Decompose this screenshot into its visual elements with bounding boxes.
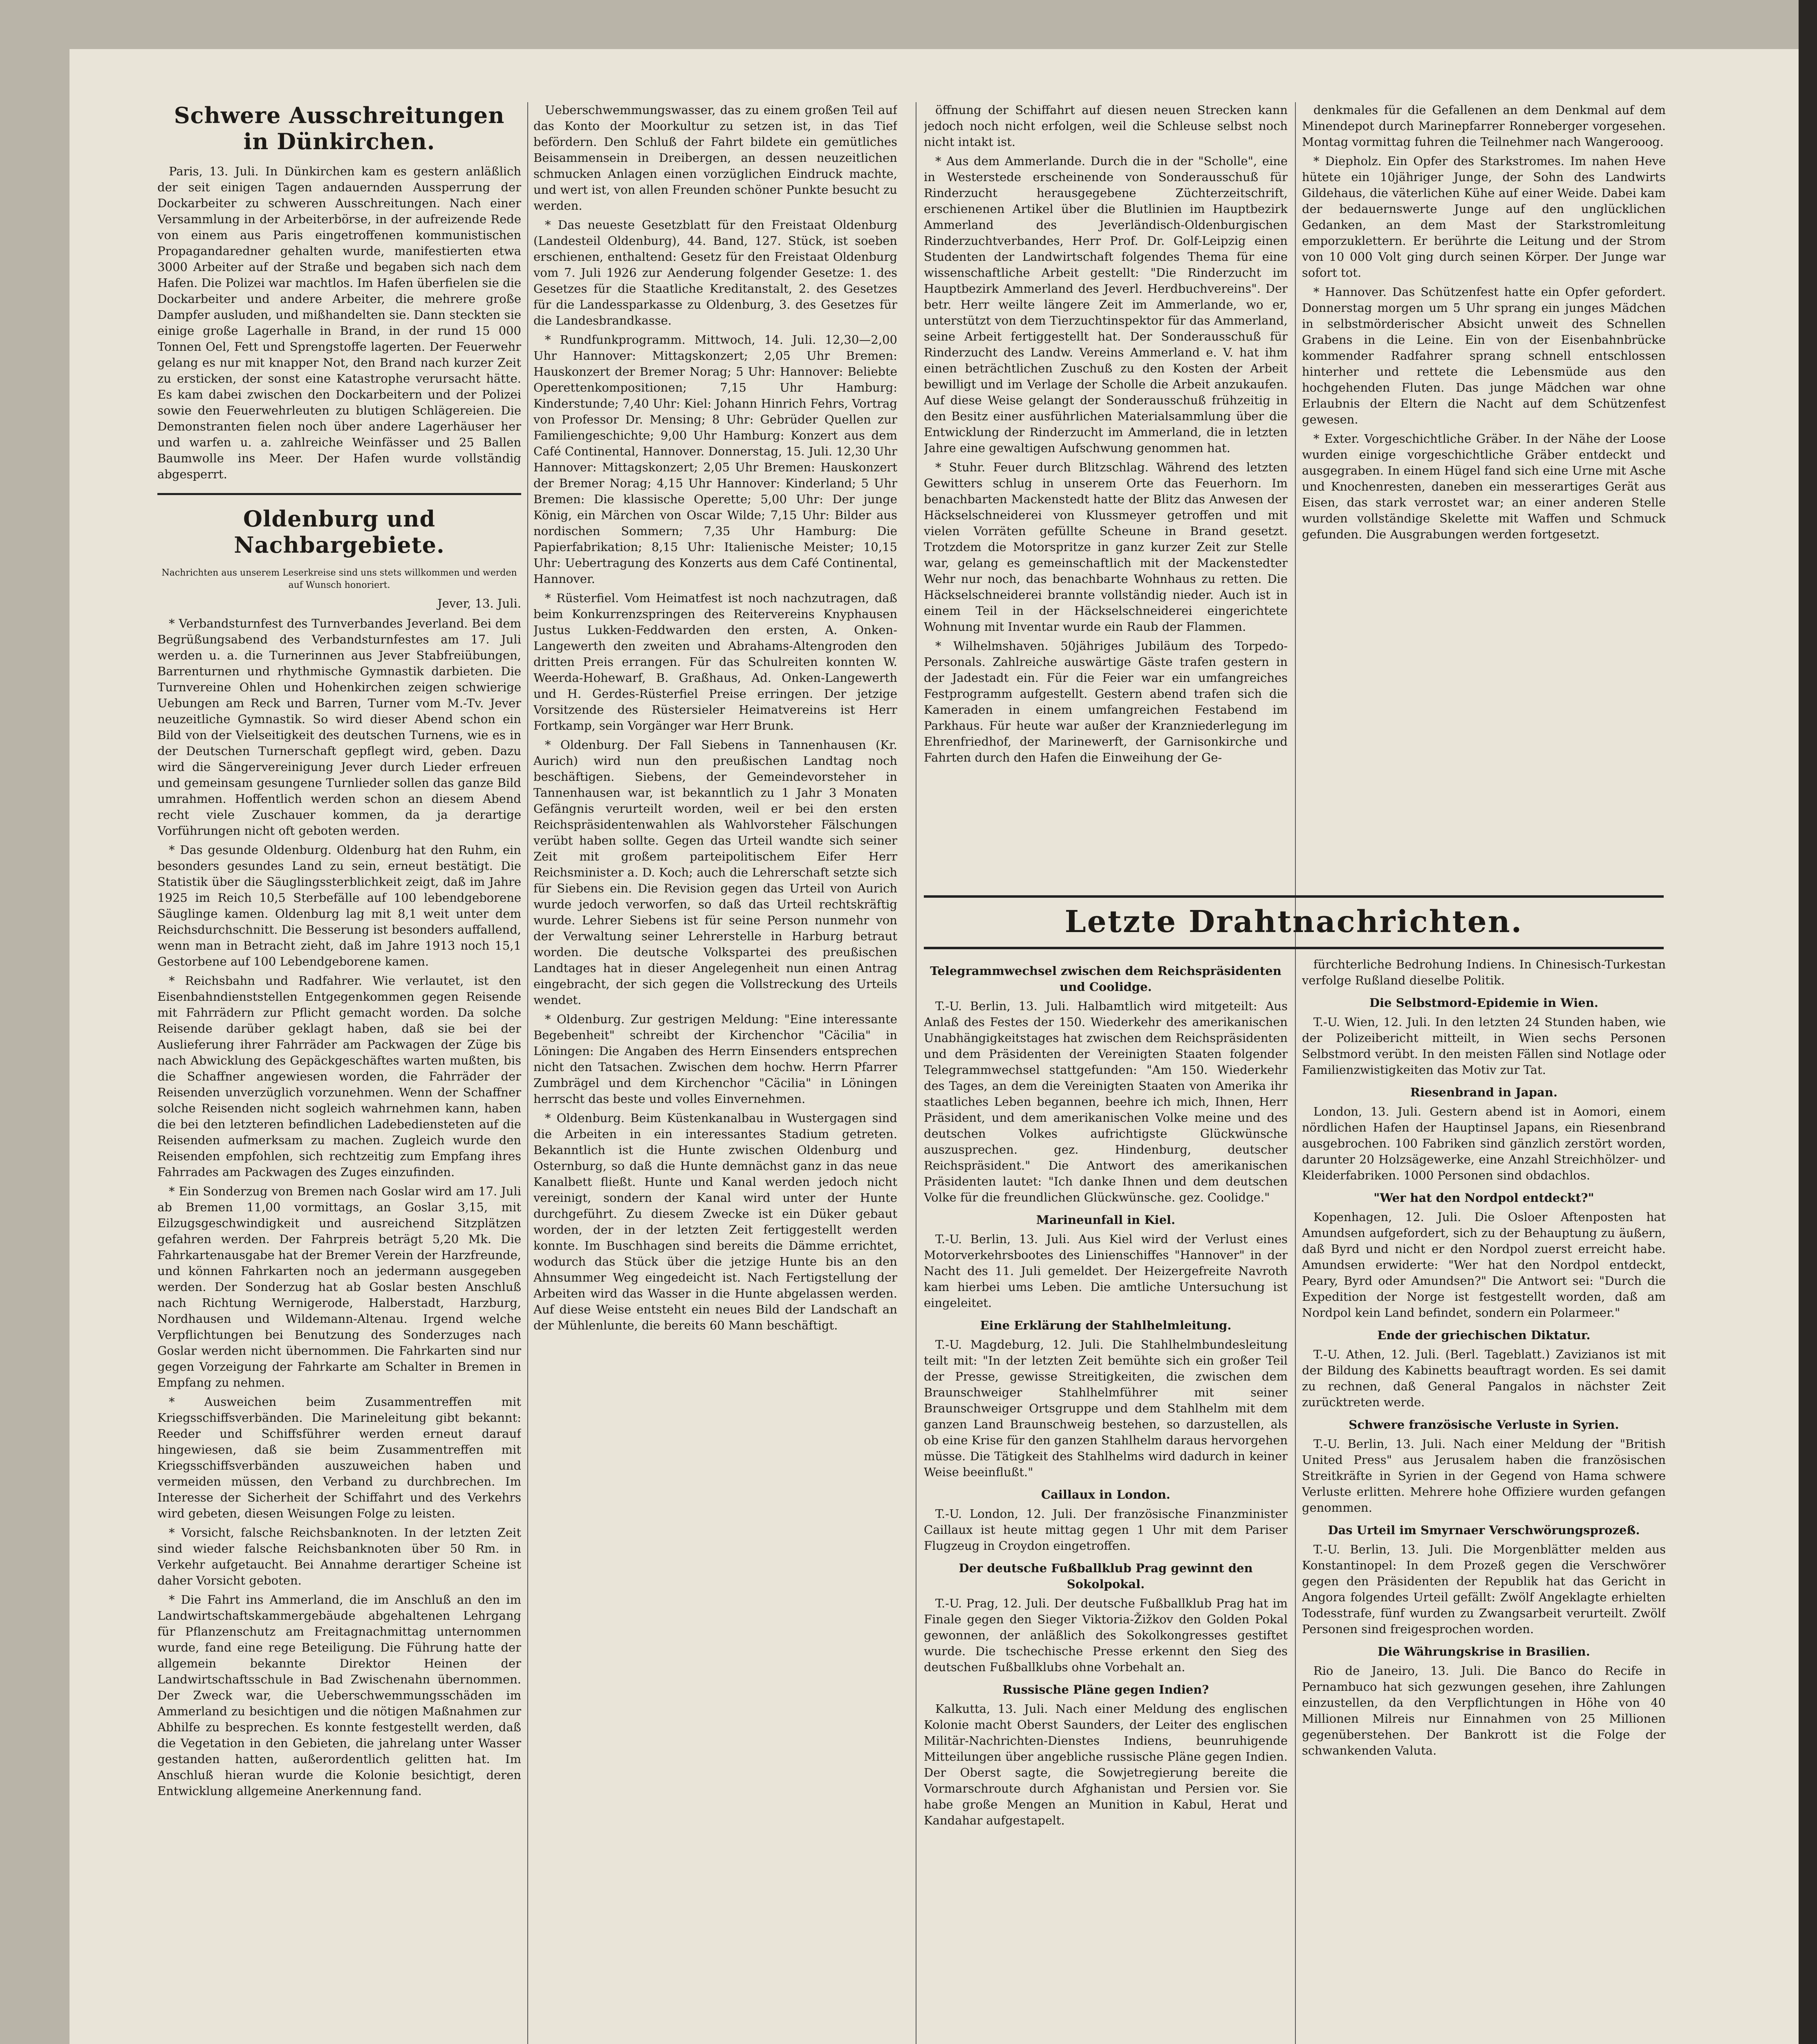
article-paragraph: * Exter. Vorgeschichtliche Gräber. In der Nähe der Loose wurden einige vorgeschichtliche Gräber entdeckt und ausgegraben. In einem Hügel fand sich eine Urne mit Asche und Knochenresten, daneben ein messerartiges Gerät aus Eisen, das stark verrostet war; an einer anderen Stelle wurden vollständige Skelette mit Waffen und Schmuck gefunden. Die Ausgrabungen werden fortgesetzt. bbox=[1302, 432, 1666, 541]
banner-title: Letzte Drahtnachrichten. bbox=[1064, 904, 1523, 939]
article-paragraph: T.-U. Berlin, 13. Juli. Die Morgenblätter melden aus Konstantinopel: In dem Prozeß gegen die Verschwörer gegen den Präsidenten der Republik hat das Gericht in Angora folgendes Urteil gefällt: Zwölf Angeklagte erhielten Todesstrafe, fünf wurden zu Zwangsarbeit verurteilt. Zwölf Personen sind freigesprochen worden. bbox=[1302, 1542, 1666, 1636]
subheading: Die Selbstmord-Epidemie in Wien. bbox=[1369, 996, 1599, 1010]
scan-edge bbox=[1799, 0, 1817, 2044]
left-column bbox=[157, 102, 521, 2044]
subheading: Schwere französische Verluste in Syrien. bbox=[1349, 1418, 1619, 1432]
article-paragraph: Rio de Janeiro, 13. Juli. Die Banco do Recife in Pernambuco hat sich gezwungen gesehen, ihre Zahlungen einzustellen, da den Verpflichtungen in Höhe von 40 Millionen Milreis nur Einnahmen von 25 Millionen gegenüberstehen. Der Bankrott ist die Folge der schwankenden Valuta. bbox=[1302, 1664, 1666, 1757]
subheading: Ende der griechischen Diktatur. bbox=[1377, 1328, 1591, 1342]
subheading: Eine Erklärung der Stahlhelmleitung. bbox=[980, 1318, 1232, 1332]
fourth-column-lower bbox=[1302, 957, 1666, 2044]
article-paragraph: öffnung der Schiffahrt auf diesen neuen Strecken kann jedoch noch nicht erfolgen, weil die Schleuse selbst noch nicht intakt ist. bbox=[924, 103, 1288, 149]
subheading: Telegrammwechsel zwischen dem Reichspräsidenten und Coolidge. bbox=[930, 964, 1282, 994]
article-paragraph: Paris, 13. Juli. In Dünkirchen kam es gestern anläßlich der seit einigen Tagen andauernden Aussperrung der Dockarbeiter zu schweren Ausschreitungen. Nach einer Versammlung in der Arbeiterbörse, in der aufreizende Rede von einem aus Paris eingetroffenen kommunistischen Propagandaredner gehalten wurde, manifestierten etwa 3000 Arbeiter auf der Straße und begaben sich nach dem Hafen. Die Polizei war machtlos. Im Hafen überfielen sie die Dockarbeiter und andere Arbeiter, die mehrere große Dampfer ausluden, und mißhandelten sie. Dann steckten sie einige große Lagerhalle in Brand, in der rund 15 000 Tonnen Oel, Fett und Sprengstoffe lagerten. Der Feuerwehr gelang es nur mit knapper Not, den Brand nach kurzer Zeit zu ersticken, der sonst eine Katastrophe verursacht hätte. Es kam dabei zwischen den Dockarbeitern und der Polizei sowie den Feuerwehrleuten zu blutigen Schlägereien. Die Demonstranten fielen noch über andere Lagerhäuser her und warfen u. a. zahlreiche Weinfässer und 25 Ballen Baumwolle ins Meer. Der Hafen wurde vollständig abgesperrt. bbox=[157, 164, 521, 481]
article-paragraph: * Rundfunkprogramm. Mittwoch, 14. Juli. 12,30—2,00 Uhr Hannover: Mittagskonzert; 2,05 Uhr Bremen: Hauskonzert der Bremer Norag; 5 Uhr: Hannover: Beliebte Operettenkompositionen; 7,15 Uhr Hamburg: Kinderstunde; 7,40 Uhr: Kiel: Johann Hinrich Fehrs, Vortrag von Professor Dr. Mensing; 8 Uhr: Gebrüder Quellen zur Familiengeschichte; 9,00 Uhr Hamburg: Konzert aus dem Café Continental, Hannover. Donnerstag, 15. Juli. 12,30 Uhr Hannover: Mittagskonzert; 2,05 Uhr Bremen: Hauskonzert der Bremer Norag; 4,15 Uhr Hannover: Kinderland; 5 Uhr Bremen: Die klassische Operette; 5,00 Uhr: Der junge König, ein Märchen von Oscar Wilde; 7,15 Uhr: Bilder aus nordischen Sommern; 7,35 Uhr Hamburg: Die Papierfabrikation; 8,15 Uhr: Italienische Meister; 10,15 Uhr: Uebertragung des Konzerts aus dem Café Continental, Hannover. bbox=[533, 333, 897, 586]
article-paragraph: T.-U. Magdeburg, 12. Juli. Die Stahlhelmbundesleitung teilt mit: "In der letzten Zeit bemühte sich ein großer Teil der Presse, gewisse Streitigkeiten, die zwischen dem Braunschweiger Stahlhelmführer mit seiner Braunschweiger Ortsgruppe und dem Stahlhelm mit dem ganzen Land Braunschweig bestehen, so darzustellen, als ob eine Krise für den ganzen Stahlhelm daraus hervorgehen müsse. Die Tätigkeit des Stahlhelms wird dadurch in keiner Weise beeinflußt." bbox=[924, 1338, 1288, 1479]
subheading: Die Währungskrise in Brasilien. bbox=[1378, 1645, 1590, 1659]
section-title: Oldenburg und Nachbargebiete. bbox=[234, 506, 445, 558]
article-paragraph: T.-U. Prag, 12. Juli. Der deutsche Fußballklub Prag hat im Finale gegen den Sieger Viktoria-Žižkov den Golden Pokal gewonnen, der anläßlich des Sokolkongresses gestiftet wurde. Die tschechische Presse erkennt den Sieg des deutschen Fußballklubs ohne Vorbehalt an. bbox=[924, 1596, 1288, 1674]
article-paragraph: * Das gesunde Oldenburg. Oldenburg hat den Ruhm, ein besonders gesundes Land zu sein, erneut bestätigt. Die Statistik über die Säuglingssterblichkeit zeigt, daß im Jahre 1925 im Reich 10,5 Sterbefälle auf 100 lebendgeborene Säuglinge kamen. Oldenburg lag mit 8,1 weit unter dem Reichsdurchschnitt. Die Besserung ist besonders auffallend, wenn man in Betracht zieht, daß im Jahre 1913 noch 15,1 Gestorbene auf 100 Lebendgeborene kamen. bbox=[157, 843, 521, 968]
article-paragraph: * Die Fahrt ins Ammerland, die im Anschluß an den im Landwirtschaftskammergebäude abgehaltenen Lehrgang für Pflanzenschutz am Freitagnachmittag unternommen wurde, fand eine rege Beteiligung. Die Führung hatte der allgemein bekannte Direktor Heinen der Landwirtschaftsschule in Bad Zwischenahn übernommen. Der Zweck war, die Ueberschwemmungsschäden im Ammerland zu besichtigen und die nötigen Maßnahmen zur Abhilfe zu besprechen. Es konnte festgestellt werden, daß die Vegetation in den Gebieten, die jahrelang unter Wasser gestanden hatten, außerordentlich gelitten hat. Im Anschluß hieran wurde die Kolonie besichtigt, deren Entwicklung allgemeine Anerkennung fand. bbox=[157, 1593, 521, 1798]
article-paragraph: * Vorsicht, falsche Reichsbanknoten. In der letzten Zeit sind wieder falsche Reichsbanknoten über 50 Rm. in Verkehr aufgetaucht. Bei Annahme derartiger Scheine ist daher Vorsicht geboten. bbox=[157, 1526, 521, 1587]
article-paragraph: T.-U. Wien, 12. Juli. In den letzten 24 Stunden haben, wie der Polizeibericht mitteilt, in Wien sechs Personen Selbstmord verübt. In den meisten Fällen sind Notlage oder Familienzwistigkeiten das Motiv zur Tat. bbox=[1302, 1015, 1666, 1077]
subheading: Der deutsche Fußballklub Prag gewinnt den Sokolpokal. bbox=[959, 1561, 1253, 1591]
article-paragraph: Kopenhagen, 12. Juli. Die Osloer Aftenposten hat Amundsen aufgefordert, sich zu der Behauptung zu äußern, daß Byrd und nicht er den Nordpol zuerst erreicht habe. Amundsen erwiderte: "Wer hat den Nordpol entdeckt, Peary, Byrd oder Amundsen?" Die Antwort sei: "Durch die Expedition der Norge ist festgestellt worden, daß am Nordpol kein Land befindet, sondern ein Polarmeer." bbox=[1302, 1210, 1666, 1320]
subheading: Riesenbrand in Japan. bbox=[1410, 1085, 1558, 1099]
section-note: Nachrichten aus unserem Leserkreise sind uns stets willkommen und werden auf Wunsch honoriert. bbox=[161, 568, 517, 590]
article-paragraph: * Diepholz. Ein Opfer des Starkstromes. Im nahen Heve hütete ein 10jähriger Junge, der Sohn des Landwirts Gildehaus, die väterlichen Kühe auf einer Weide. Dabei kam der bedauernswerte Junge auf den unglücklichen Gedanken, an dem Mast der Starkstromleitung emporzuklettern. Er berührte die Leitung und der Strom von 10 000 Volt ging durch seinen Körper. Der Junge war sofort tot. bbox=[1302, 154, 1666, 280]
article-paragraph: * Oldenburg. Der Fall Siebens in Tannenhausen (Kr. Aurich) wird nun den preußischen Landtag noch beschäftigen. Siebens, der Gemeindevorsteher in Tannenhausen war, ist bekanntlich zu 1 Jahr 3 Monaten Gefängnis verurteilt worden, weil er bei den ersten Reichspräsidentenwahlen als Wahlvorsteher Fälschungen verübt haben sollte. Gegen das Urteil wandte sich seiner Zeit mit großem parteipolitischem Eifer Herr Reichsminister a. D. Koch; auch die Lehrerschaft setzte sich für Siebens ein. Die Revision gegen das Urteil von Aurich wurde jedoch verworfen, so daß das Urteil rechtskräftig wurde. Lehrer Siebens ist für seine Person nunmehr von der Verwaltung seiner Lehrerstelle in Harburg betraut worden. Die deutsche Volkspartei des preußischen Landtages hat in dieser Angelegenheit nun einen Antrag eingebracht, der sich gegen die Vollstreckung des Urteils wendet. bbox=[533, 738, 897, 1007]
article-paragraph: denkmales für die Gefallenen an dem Denkmal auf dem Minendepot durch Marinepfarrer Ronneberger vorgesehen. Montag vormittag fuhren die Teilnehmer nach Wangerooog. bbox=[1302, 103, 1666, 149]
article-paragraph: * Wilhelmshaven. 50jähriges Jubiläum des Torpedo-Personals. Zahlreiche auswärtige Gäste trafen gestern in der Jadestadt ein. Für die Feier war ein umfangreiches Festprogramm aufgestellt. Gestern abend trafen sich die Kameraden in einem umfangreichen Festabend im Parkhaus. Für heute war außer der Kranzniederlegung im Ehrenfriedhof, der Marinewerft, der Garnisonkirche und Fahrten durch den Hafen die Einweihung der Ge- bbox=[924, 639, 1288, 764]
article-paragraph: London, 13. Juli. Gestern abend ist in Aomori, einem nördlichen Hafen der Hauptinsel Japans, ein Riesenbrand ausgebrochen. 100 Fabriken sind gänzlich zerstört worden, darunter 20 Holzsägewerke, eine Anzahl Streichhölzer- und Kleiderfabriken. 1000 Personen sind obdachlos. bbox=[1302, 1105, 1666, 1182]
article-paragraph: T.-U. Berlin, 13. Juli. Halbamtlich wird mitgeteilt: Aus Anlaß des Festes der 150. Wiederkehr des amerikanischen Unabhängigkeitstages hat zwischen dem Reichspräsidenten und dem Präsidenten der Vereinigten Staaten folgender Telegrammwechsel stattgefunden: "Am 150. Wiederkehr des Tages, an dem die Vereinigten Staaten von Amerika ihr staatliches Leben begannen, beehre ich mich, Ihnen, Herr Präsident, und dem amerikanischen Volke meine und des deutschen Volkes aufrichtigste Glückwünsche auszusprechen. gez. Hindenburg, deutscher Reichspräsident." Die Antwort des amerikanischen Präsidenten lautet: "Ich danke Ihnen und dem deutschen Volke für die freundlichen Glückwünsche. gez. Coolidge." bbox=[924, 999, 1288, 1204]
section-rule bbox=[157, 493, 521, 495]
fourth-column-upper bbox=[1302, 102, 1666, 887]
article-paragraph: T.-U. London, 12. Juli. Der französische Finanzminister Caillaux ist heute mittag gegen 1 Uhr mit dem Pariser Flugzeug in Croydon eingetroffen. bbox=[924, 1507, 1288, 1553]
column-divider bbox=[1295, 102, 1296, 2044]
article-paragraph: * Reichsbahn und Radfahrer. Wie verlautet, ist den Eisenbahndienststellen Entgegenkommen gegen Reisende mit Fahrrädern zur Pflicht gemacht worden. Da solche Reisende darüber geklagt haben, daß sie bei der Auslieferung ihrer Fahrräder am Packwagen der Züge bis nach Abwicklung des Gepäckgeschäftes warten mußten, bis die Schaffner angewiesen worden, die Fahrräder der Reisenden unverzüglich vorzunehmen. Wenn der Schaffner solche Reisenden nicht sogleich wahrnehmen kann, haben die bei den letzteren befindlichen Ladebediensteten auf die Reisenden aufmerksam zu machen. Zugleich wurde den Reisenden empfohlen, sich rechtzeitig zum Empfang ihres Fahrrades am Packwagen des Zuges einzufinden. bbox=[157, 974, 521, 1179]
article-paragraph: * Ein Sonderzug von Bremen nach Goslar wird am 17. Juli ab Bremen 11,00 vormittags, an Goslar 3,15, mit Eilzugsgeschwindigkeit und ausreichend Sitzplätzen gefahren werden. Der Fahrpreis beträgt 5,20 Mk. Die Fahrkartenausgabe hat der Bremer Verein der Harzfreunde, und können Fahrkarten noch an jedermann ausgegeben werden. Der Sonderzug hat ab Goslar besten Anschluß nach Richtung Wernigerode, Halberstadt, Harzburg, Nordhausen und Wildemann-Altenau. Irgend welche Verpflichtungen bei Benutzung des Sonderzuges nach Goslar werden nicht übernommen. Die Fahrkarten sind nur gegen Vorzeigung der Fahrkarte am Schalter in Bremen in Empfang zu nehmen. bbox=[157, 1184, 521, 1390]
article-paragraph: * Oldenburg. Beim Küstenkanalbau in Wustergagen sind die Arbeiten in ein interessantes Stadium getreten. Bekanntlich ist die Hunte zwischen Oldenburg und Osternburg, so daß die Hunte demnächst ganz in das neue Kanalbett fließt. Hunte und Kanal werden jedoch nicht vereinigt, sondern der Kanal wird unter der Hunte durchgeführt. Zu diesem Zwecke ist ein Düker gebaut worden, der in der letzten Zeit fertiggestellt werden konnte. Im Buschhagen sind bereits die Dämme errichtet, wodurch das Stück über die jetzige Hunte bis an den Ahnsummer Weg eingedeicht ist. Nach Fertigstellung der Arbeiten wird das Wasser in die Hunte abgelassen werden. Auf diese Weise entsteht ein neues Bild der Landschaft an der Mühlenlunte, die bereits 60 Mann beschäftigt. bbox=[533, 1111, 897, 1332]
article-paragraph: * Hannover. Das Schützenfest hatte ein Opfer gefordert. Donnerstag morgen um 5 Uhr sprang ein junges Mädchen in selbstmörderischer Absicht unweit des Schnellen Grabens in die Leine. Ein von der Eisenbahnbrücke kommender Radfahrer sprang schnell entschlossen hinterher und rettete die Lebensmüde aus den hochgehenden Fluten. Das junge Mädchen war ohne Erlaubnis der Eltern die Nacht auf dem Schützenfest gewesen. bbox=[1302, 285, 1666, 426]
article-paragraph: * Aus dem Ammerlande. Durch die in der "Scholle", eine in Westerstede erscheinende von Sonderausschuß für Rinderzucht herausgegebene Züchterzeitschrift, erschienenen Artikel über die Blutlinien im Hauptbezirk Ammerland des Jeverländisch-Oldenburgischen Rinderzuchtverbandes, Herr Prof. Dr. Golf-Leipzig einen Studenten der Landwirtschaft folgendes Thema für eine wissenschaftliche Arbeit gestellt: "Die Rinderzucht im Hauptbezirk Ammerland des Jeverl. Herdbuchvereins". Der betr. Herr weilte längere Zeit im Ammerlande, wo er, unterstützt von dem Tierzuchtinspektor für das Ammerland, seine Arbeit fertiggestellt hat. Der Sonderausschuß für Rinderzucht des Landw. Vereins Ammerland e. V. hat ihm einen beträchtlichen Zuschuß zu den Kosten der Arbeit bewilligt und im Verlage der Scholle die Arbeit anzukaufen. Auf diese Weise gelangt der Sonderausschuß frühzeitig in den Besitz einer ausführlichen Materialsammlung über die Entwicklung der Rinderzucht im Ammerland, die in letzten Jahre eine gewaltigen Aufschwung genommen hat. bbox=[924, 154, 1288, 455]
article-paragraph: Ueberschwemmungswasser, das zu einem großen Teil auf das Konto der Moorkultur zu setzen ist, in das Tief befördern. Den Schluß der Fahrt bildete ein gemütliches Beisammensein in Dreibergen, an dessen neuzeitlichen schmucken Anlagen einen vorzüglichen Eindruck machte, und wert ist, von allen Freunden schöner Punkte besucht zu werden. bbox=[533, 103, 897, 213]
article-paragraph: * Rüsterfiel. Vom Heimatfest ist noch nachzutragen, daß beim Konkurrenzspringen des Reitervereins Knyphausen Justus Lukken-Feddwarden den ersten, A. Onken-Langewerth den zweiten und Abrahams-Altengroden den dritten Preis errangen. Für das Schulreiten konnten W. Weerda-Hohewarf, B. Graßhaus, Ad. Onken-Langewerth und H. Gerdes-Rüsterfiel Preise erringen. Der jetzige Vorsitzende des Rüstersieler Heimatvereins ist Herr Fortkamp, sein Vorgänger war Herr Brunk. bbox=[533, 591, 897, 733]
subheading: Marineunfall in Kiel. bbox=[1036, 1213, 1176, 1227]
article-paragraph: * Oldenburg. Zur gestrigen Meldung: "Eine interessante Begebenheit" schreibt der Kirchenchor "Cäcilia" in Löningen: Die Angaben des Herrn Einsenders entsprechen nicht den Tatsachen. Zwischen dem hochw. Herrn Pfarrer Zumbrägel und dem Kirchenchor "Cäcilia" in Löningen herrscht das beste und volles Einvernehmen. bbox=[533, 1012, 897, 1106]
article-paragraph: T.-U. Berlin, 13. Juli. Nach einer Meldung der "British United Press" aus Jerusalem haben die französischen Streitkräfte in Syrien in der Gegend von Hama schwere Verluste erlitten. Mehrere hohe Offiziere wurden gefangen genommen. bbox=[1302, 1437, 1666, 1515]
article-paragraph: fürchterliche Bedrohung Indiens. In Chinesisch-Turkestan verfolge Rußland dieselbe Politik. bbox=[1302, 957, 1666, 987]
banner-letzte-drahtnachrichten bbox=[924, 895, 1664, 949]
column-divider bbox=[527, 102, 528, 2044]
article-paragraph: * Das neueste Gesetzblatt für den Freistaat Oldenburg (Landesteil Oldenburg), 44. Band, 127. Stück, ist soeben erschienen, enthaltend: Gesetz für den Freistaat Oldenburg vom 7. Juli 1926 zur Aenderung folgender Gesetze: 1. des Gesetzes für die Staatliche Kreditanstalt, 2. des Gesetzes für die Landessparkasse zu Oldenburg, 3. des Gesetzes für die Landesbrandkasse. bbox=[533, 218, 897, 327]
article-paragraph: T.-U. Berlin, 13. Juli. Aus Kiel wird der Verlust eines Motorverkehrsbootes des Linienschiffes "Hannover" in der Nacht des 11. Juli gemeldet. Der Heizergefreite Navroth kam hierbei ums Leben. Die amtliche Untersuchung ist eingeleitet. bbox=[924, 1232, 1288, 1310]
dateline: Jever, 13. Juli. bbox=[437, 596, 521, 610]
article-paragraph: Kalkutta, 13. Juli. Nach einer Meldung des englischen Kolonie macht Oberst Saunders, der Leiter des englischen Militär-Nachrichten-Dienstes Indiens, beunruhigende Mitteilungen über angebliche russische Pläne gegen Indien. Der Oberst sagte, die Sowjetregierung bereite die Vormarschroute durch Afghanistan und Persien vor. Sie habe große Mengen an Munition in Kabul, Herat und Kandahar aufgestapelt. bbox=[924, 1702, 1288, 1827]
article-paragraph: * Verbandsturnfest des Turnverbandes Jeverland. Bei dem Begrüßungsabend des Verbandsturnfestes am 17. Juli werden u. a. die Turnerinnen aus Jever Stabfreiübungen, Barrenturnen und rhythmische Gymnastik darbieten. Die Turnvereine Ohlen und Hohenkirchen zeigen schwierige Uebungen am Reck und Barren, Turner vom M.-Tv. Jever neuzeitliche Gymnastik. So wird dieser Abend schon ein Bild von der Vielseitigkeit des deutschen Turnens, wie es in der Deutschen Turnerschaft gepflegt wird, geben. Dazu wird die Sängervereinigung Jever durch Lieder erfreuen und gemeinsam gesungene Turnlieder sollen das ganze Bild umrahmen. Hoffentlich werden schon an diesem Abend recht viele Zuschauer kommen, da ja derartige Vorführungen nicht oft geboten werden. bbox=[157, 616, 521, 838]
subheading: "Wer hat den Nordpol entdeckt?" bbox=[1373, 1191, 1594, 1205]
third-column-lower bbox=[924, 957, 1288, 2044]
third-column-upper bbox=[924, 102, 1288, 887]
article-paragraph: T.-U. Athen, 12. Juli. (Berl. Tageblatt.) Zavizianos ist mit der Bildung des Kabinetts beauftragt worden. Es sei damit zu rechnen, daß General Pangalos in nächster Zeit zurücktreten werde. bbox=[1302, 1347, 1666, 1409]
article-paragraph: * Stuhr. Feuer durch Blitzschlag. Während des letzten Gewitters schlug in unserem Orte das Feuerhorn. Im benachbarten Mackenstedt hatte der Blitz das Anwesen der Häckselschneiderei von Klussmeyer getroffen und mit vielen Vorräten gefüllte Scheune in Brand gesetzt. Trotzdem die Motorspritze in ganz kurzer Zeit zur Stelle war, gelang es gemeinschaftlich mit der Mackenstedter Wehr nur noch, das benachbarte Wohnhaus zu retten. Die Häckselschneiderei brannte vollständig nieder. Auch ist in einem Teil in der Häckselschneiderei eingerichtete Wohnung mit Inventar wurde ein Raub der Flammen. bbox=[924, 460, 1288, 634]
article-paragraph: * Ausweichen beim Zusammentreffen mit Kriegsschiffsverbänden. Die Marineleitung gibt bekannt: Reeder und Schiffsführer werden erneut darauf hingewiesen, daß sie beim Zusammentreffen mit Kriegsschiffsverbänden auszuweichen haben und vermeiden müssen, den Verband zu durchbrechen. Im Interesse der Sicherheit der Schiffahrt und des Verkehrs wird gebeten, diesen Weisungen Folge zu leisten. bbox=[157, 1395, 521, 1520]
subheading: Russische Pläne gegen Indien? bbox=[1002, 1683, 1209, 1697]
headline-duenkirchen: Schwere Ausschreitungen in Dünkirchen. bbox=[174, 102, 505, 155]
subheading: Caillaux in London. bbox=[1041, 1488, 1170, 1502]
subheading: Das Urteil im Smyrnaer Verschwörungsprozeß. bbox=[1328, 1523, 1640, 1537]
second-column bbox=[533, 102, 897, 2044]
